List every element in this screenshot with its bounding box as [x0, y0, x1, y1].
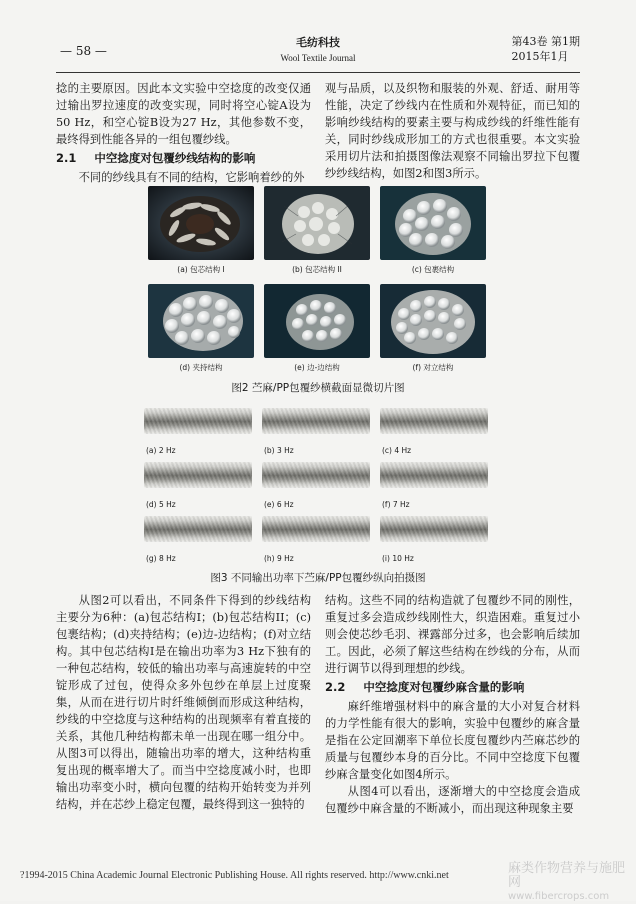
- figure-3-caption-e: (e) 6 Hz: [264, 500, 294, 509]
- yarn-image-i: [380, 516, 488, 542]
- section-title: 中空捻度对包覆纱线结构的影响: [94, 151, 256, 165]
- watermark-url: www.fibercrops.com: [508, 891, 610, 902]
- page-number: — 58 —: [60, 44, 107, 58]
- figure-3-caption-g: (g) 8 Hz: [146, 554, 176, 563]
- cross-section-micrograph-icon: [380, 284, 486, 358]
- figure-2-caption-a: (a) 包芯结构 I: [177, 265, 225, 274]
- figure-3-caption-f: (f) 7 Hz: [382, 500, 410, 509]
- figure-2-caption-e: (e) 边-边结构: [294, 363, 340, 372]
- watermark: [508, 862, 636, 904]
- figure-3-caption-c: (c) 4 Hz: [382, 446, 412, 455]
- yarn-image-a: [144, 408, 252, 434]
- watermark-text: 麻类作物营养与施肥网: [508, 861, 626, 890]
- section-heading-2-1: [56, 150, 311, 167]
- cross-section-micrograph-icon: [264, 186, 370, 260]
- figure-3-caption-h: (h) 9 Hz: [264, 554, 294, 563]
- yarn-image-e: [262, 462, 370, 488]
- section-title: 中空捻度对包覆纱麻含量的影响: [363, 680, 525, 694]
- right-column-top: [325, 80, 580, 182]
- figure-3-caption-a: (a) 2 Hz: [146, 446, 176, 455]
- paragraph: 不同的纱线具有不同的结构，它影响着纱的外: [78, 171, 305, 184]
- paragraph: 观与品质，以及织物和服装的外观、舒适、耐用等性能，决定了纱线内在性质和外观特征，而已知的影响纱线结构的要素主要与构成纱线的纤维性能有关，同时纱线成形加工的方式也很重要。本文实验采用切片法和拍摄图像法观察不同输出罗拉下包覆纱纱线结构，如图2和图3所示。: [325, 82, 580, 180]
- paragraph: 捻的主要原因。因此本文实验中空捻度的改变仅通过输出罗拉速度的改变实现，同时将空心锭A设为50 Hz，和空心锭B设为27 Hz，其他参数不变，最终得到性能各异的一组包覆纱线。: [56, 82, 311, 146]
- header-rule: [56, 72, 580, 73]
- micrograph-b: [264, 186, 370, 260]
- figure-2-caption-f: (f) 对立结构: [412, 363, 454, 372]
- yarn-image-d: [144, 462, 252, 488]
- figure-2-caption-b: (b) 包芯结构 II: [292, 265, 342, 274]
- figure-3-caption-d: (d) 5 Hz: [146, 500, 176, 509]
- section-heading-2-2: [325, 679, 580, 696]
- left-column-top: [56, 80, 311, 186]
- paragraph: 麻纤维增强材料中的麻含量的大小对复合材料的力学性能有很大的影响，实验中包覆纱的麻含量是指在公定回潮率下单位长度包覆纱内苎麻芯纱的质量与包覆纱本身的百分比。不同中空捻度下包覆纱麻含量变化如图4所示。: [325, 700, 580, 781]
- right-column-bottom: [325, 592, 580, 817]
- cross-section-micrograph-icon: [380, 186, 486, 260]
- yarn-image-c: [380, 408, 488, 434]
- paragraph: 从图4可以看出，逐渐增大的中空捻度会造成包覆纱中麻含量的不断减小，而出现这种现象主要: [325, 785, 580, 815]
- section-number: 2.1: [56, 151, 77, 165]
- micrograph-f: [380, 284, 486, 358]
- figure-3-caption-i: (i) 10 Hz: [382, 554, 414, 563]
- yarn-image-b: [262, 408, 370, 434]
- yarn-image-h: [262, 516, 370, 542]
- volume-line: 第43卷 第1期: [511, 35, 580, 48]
- journal-title-cn: 毛纺科技: [296, 36, 340, 49]
- cross-section-micrograph-icon: [264, 284, 370, 358]
- micrograph-d: [148, 284, 254, 358]
- left-column-bottom: [56, 592, 311, 813]
- figure-2-caption: 图2 苎麻/PP包覆纱横截面显微切片图: [231, 382, 405, 394]
- yarn-image-f: [380, 462, 488, 488]
- yarn-image-g: [144, 516, 252, 542]
- section-number: 2.2: [325, 680, 346, 694]
- micrograph-c: [380, 186, 486, 260]
- micrograph-e: [264, 284, 370, 358]
- figure-2-caption-c: (c) 包裹结构: [411, 265, 455, 274]
- paragraph: 从图2可以看出，不同条件下得到的纱线结构主要分为6种：(a)包芯结构I；(b)包芯结构II；(c)包裹结构；(d)夹持结构；(e)边-边结构；(f)对立结构。其中包芯结构I是在输出功率为3 Hz下独有的一种包芯结构，较低的输出功率与高速旋转的中空锭形成了过包，使得众多外包纱在单层上过度聚集，从而在进行切片时纤维倾倒而形成这种结构，纱线的中空捻度与这种结构的出现频率有着直接的关系，其他几种结构都未单一出现在哪一组分中。从图3可以得出，随输出功率的增大，这种结构重复出现的概率增大了。而当中空捻度减小时，也即输出功率变小时，横向包覆的结构开始转变为并列结构，并在芯纱上稳定包覆，最终得到这一独特的: [56, 594, 311, 811]
- cross-section-micrograph-icon: [148, 186, 254, 260]
- journal-title-en: Wool Textile Journal: [280, 53, 356, 63]
- figure-3-caption-b: (b) 3 Hz: [264, 446, 294, 455]
- micrograph-a: [148, 186, 254, 260]
- date-line: 2015年1月: [511, 50, 569, 63]
- figure-3-caption: 图3 不同输出功率下苎麻/PP包覆纱纵向拍摄图: [210, 572, 426, 584]
- cross-section-micrograph-icon: [148, 284, 254, 358]
- figure-2-caption-d: (d) 夹持结构: [179, 363, 223, 372]
- issue-info: [512, 34, 581, 64]
- copyright-footer: ?1994-2015 China Academic Journal Electronic Publishing House. All rights reserved. http://www.cnki.net: [20, 870, 449, 881]
- paragraph: 结构。这些不同的结构造就了包覆纱不同的刚性，重复过多会造成纱线刚性大，织造困难。重复过小则会使芯纱毛羽、裸露部分过多，也会影响后续加工。因此，必须了解这些结构在纱线的分布，从而进行调节以得到理想的纱线。: [325, 594, 580, 675]
